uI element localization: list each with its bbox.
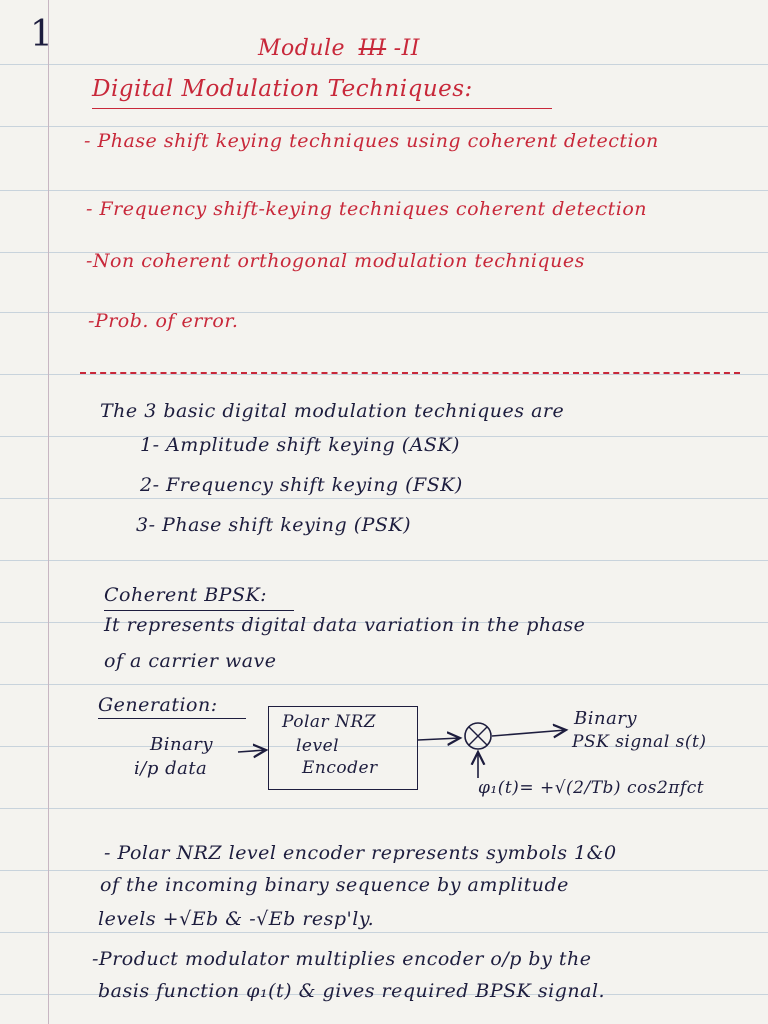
topic-item: - Frequency shift-keying techniques coherent detection xyxy=(86,198,648,220)
technique-item: 3- Phase shift keying (PSK) xyxy=(136,514,412,536)
encoder-to-multiplier-arrow xyxy=(418,738,460,740)
generation-heading: Generation: xyxy=(98,694,218,716)
encoder-label: Encoder xyxy=(302,758,378,778)
encoder-label: Polar NRZ xyxy=(282,712,377,732)
module-word: Module xyxy=(258,36,346,61)
output-label: PSK signal s(t) xyxy=(572,732,707,752)
bpsk-heading: Coherent BPSK: xyxy=(104,584,268,606)
output-label: Binary xyxy=(574,708,638,729)
note-line: basis function φ₁(t) & gives required BPSK signal. xyxy=(98,980,606,1002)
note-line: - Polar NRZ level encoder represents symbols 1&0 xyxy=(104,842,617,864)
output-arrow xyxy=(492,730,566,736)
bpsk-description: of a carrier wave xyxy=(104,650,277,672)
technique-item: 1- Amplitude shift keying (ASK) xyxy=(140,434,460,456)
note-line: levels +√Eb & -√Eb resp'ly. xyxy=(98,908,375,930)
bpsk-description: It represents digital data variation in the phase xyxy=(104,614,586,636)
page-number: 1 xyxy=(30,14,54,55)
module-struck-number: III xyxy=(358,36,387,61)
topic-item: -Non coherent orthogonal modulation techniques xyxy=(86,250,585,272)
technique-item: 2- Frequency shift keying (FSK) xyxy=(140,474,463,496)
topic-item: -Prob. of error. xyxy=(88,310,239,332)
note-line: -Product modulator multiplies encoder o/p by the xyxy=(92,948,592,970)
topic-item: - Phase shift keying techniques using coherent detection xyxy=(84,130,659,152)
input-label: Binary xyxy=(150,734,214,755)
basis-function-label: φ₁(t)= +√(2/Tb) cos2πfct xyxy=(478,778,705,798)
module-number: -II xyxy=(393,36,420,61)
techniques-intro: The 3 basic digital modulation techniques are xyxy=(100,400,565,422)
note-line: of the incoming binary sequence by amplitude xyxy=(100,874,569,896)
encoder-label: level xyxy=(296,736,340,756)
input-label: i/p data xyxy=(134,758,208,779)
page-title: Digital Modulation Techniques: xyxy=(92,76,473,102)
input-arrow xyxy=(238,750,266,752)
